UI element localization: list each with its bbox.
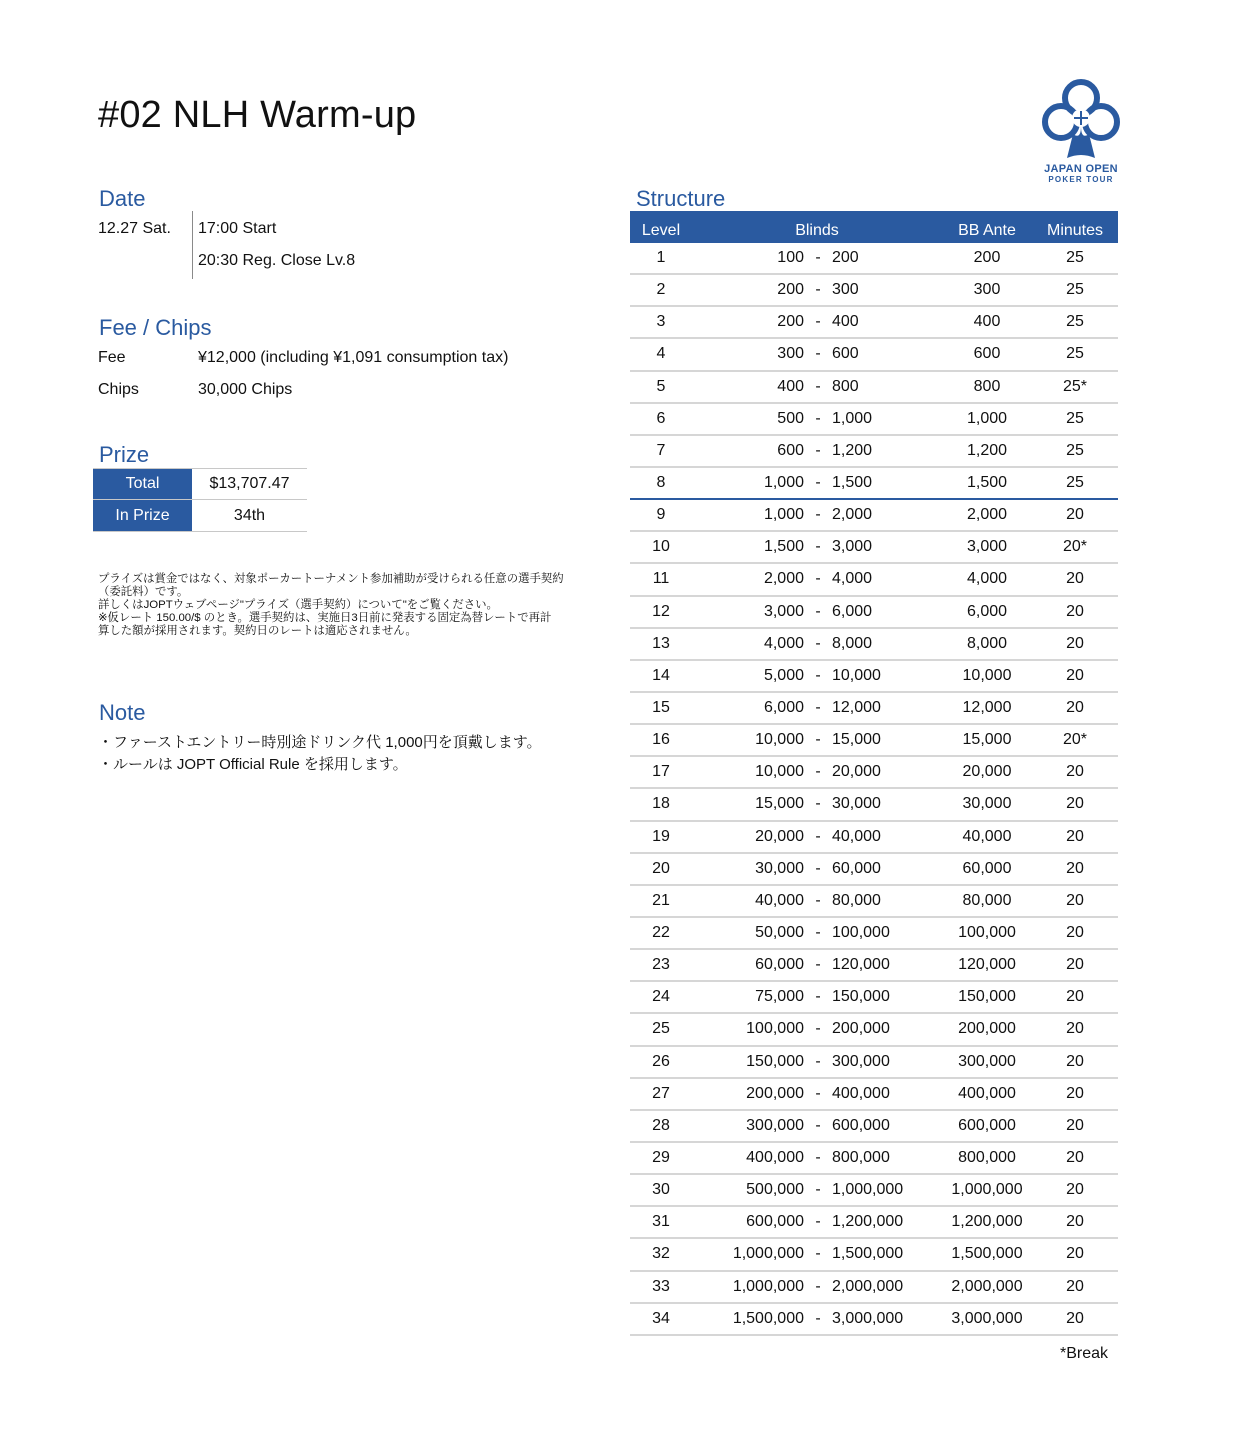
- minutes-cell: 25*: [1062, 377, 1088, 395]
- ante-cell: 20,000: [962, 763, 1012, 781]
- blind-separator: -: [815, 602, 821, 620]
- note-list: [98, 732, 542, 776]
- date-divider: [192, 211, 193, 279]
- small-blind-cell: 2,000: [763, 570, 804, 588]
- table-row: [630, 1272, 1118, 1304]
- level-cell: 22: [652, 924, 670, 942]
- prize-total-row: [93, 468, 307, 500]
- minutes-cell: 20: [1066, 1084, 1084, 1102]
- level-cell: 6: [656, 409, 666, 427]
- minutes-cell: 20: [1066, 1052, 1084, 1070]
- blind-separator: -: [815, 924, 821, 942]
- minutes-cell: 20: [1066, 1149, 1084, 1166]
- blind-separator: -: [815, 1309, 821, 1327]
- chips-value: 30,000 Chips: [198, 381, 293, 398]
- small-blind-cell: 10,000: [755, 763, 804, 781]
- blind-separator: -: [815, 1116, 821, 1134]
- ante-cell: 80,000: [962, 891, 1012, 909]
- disclaimer-line: （委託料）です。: [98, 586, 189, 598]
- table-row: [630, 307, 1118, 339]
- blind-separator: -: [815, 1052, 821, 1070]
- minutes-cell: 20: [1066, 1181, 1084, 1199]
- small-blind-cell: 600: [777, 441, 804, 459]
- big-blind-cell: 1,000: [832, 409, 873, 427]
- minutes-cell: 20: [1066, 1277, 1084, 1295]
- prize-heading: Prize: [99, 442, 150, 467]
- ante-cell: 120,000: [958, 956, 1016, 974]
- level-cell: 19: [652, 827, 670, 845]
- minutes-cell: 20: [1066, 795, 1084, 813]
- blind-separator: -: [815, 956, 821, 974]
- level-cell: 31: [652, 1213, 670, 1231]
- minutes-cell: 20: [1066, 1020, 1084, 1038]
- blind-separator: -: [815, 763, 821, 781]
- blind-separator: -: [815, 249, 821, 267]
- ante-cell: 600: [973, 345, 1001, 363]
- ante-cell: 400: [973, 313, 1001, 331]
- table-row: [630, 1111, 1118, 1143]
- blind-separator: -: [815, 859, 821, 877]
- level-cell: 10: [652, 538, 670, 556]
- ante-cell: 300: [973, 281, 1001, 299]
- blind-separator: -: [815, 570, 821, 588]
- small-blind-cell: 6,000: [763, 699, 804, 717]
- minutes-cell: 20: [1066, 570, 1084, 588]
- ante-cell: 1,000: [966, 409, 1008, 427]
- table-row: [630, 339, 1118, 371]
- table-row: [630, 918, 1118, 950]
- small-blind-cell: 500: [777, 409, 804, 427]
- blind-separator: -: [815, 1020, 821, 1038]
- table-row: [630, 532, 1118, 564]
- blind-separator: -: [815, 795, 821, 813]
- prize-total-label: Total: [93, 469, 192, 499]
- big-blind-cell: 200,000: [832, 1020, 890, 1038]
- ante-cell: 40,000: [962, 827, 1012, 845]
- big-blind-cell: 1,000,000: [832, 1181, 904, 1199]
- structure-table: [630, 211, 1118, 1336]
- blind-separator: -: [815, 506, 821, 524]
- big-blind-cell: 40,000: [832, 827, 881, 845]
- small-blind-cell: 200: [777, 281, 804, 299]
- big-blind-cell: 2,000,000: [832, 1277, 904, 1295]
- prize-disclaimer: [98, 573, 598, 638]
- table-row: [630, 693, 1118, 725]
- big-blind-cell: 1,500: [832, 474, 873, 492]
- table-row: [630, 500, 1118, 532]
- small-blind-cell: 75,000: [755, 988, 804, 1006]
- ante-cell: 15,000: [962, 731, 1012, 749]
- chips-label: Chips: [98, 381, 139, 398]
- blind-separator: -: [815, 1245, 821, 1263]
- ante-cell: 3,000: [966, 538, 1008, 556]
- blind-separator: -: [815, 409, 821, 427]
- blind-separator: -: [815, 891, 821, 909]
- prize-inprize-label: In Prize: [93, 500, 192, 531]
- blind-separator: -: [815, 1277, 821, 1295]
- level-cell: 23: [652, 956, 670, 974]
- small-blind-cell: 300,000: [746, 1116, 804, 1134]
- minutes-cell: 25: [1066, 313, 1084, 331]
- big-blind-cell: 100,000: [832, 924, 890, 942]
- level-cell: 27: [652, 1084, 670, 1102]
- small-blind-cell: 1,500,000: [732, 1309, 804, 1327]
- minutes-cell: 20: [1066, 1245, 1084, 1263]
- table-row: [630, 982, 1118, 1014]
- small-blind-cell: 60,000: [755, 956, 804, 974]
- page-title: #02 NLH Warm-up: [98, 94, 417, 136]
- level-cell: 32: [652, 1245, 670, 1263]
- minutes-cell: 20: [1066, 634, 1084, 652]
- ante-cell: 800,000: [958, 1149, 1016, 1166]
- ante-cell: 150,000: [958, 988, 1016, 1006]
- table-row: [630, 886, 1118, 918]
- blind-separator: -: [815, 281, 821, 299]
- table-row: [630, 725, 1118, 757]
- level-cell: 34: [652, 1309, 670, 1327]
- level-cell: 21: [652, 891, 670, 909]
- level-cell: 7: [656, 441, 666, 459]
- blind-separator: -: [815, 666, 821, 684]
- big-blind-cell: 300: [832, 281, 859, 299]
- ante-cell: 200: [973, 249, 1001, 267]
- small-blind-cell: 300: [777, 345, 804, 363]
- table-row: [630, 468, 1118, 500]
- minutes-cell: 20: [1066, 924, 1084, 942]
- small-blind-cell: 400: [777, 377, 804, 395]
- ante-cell: 300,000: [958, 1052, 1016, 1070]
- big-blind-cell: 12,000: [832, 699, 881, 717]
- ante-cell: 1,200: [966, 441, 1008, 459]
- minutes-cell: 20*: [1062, 731, 1088, 749]
- big-blind-cell: 60,000: [832, 859, 881, 877]
- ante-cell: 4,000: [966, 570, 1008, 588]
- big-blind-cell: 600,000: [832, 1116, 890, 1134]
- level-cell: 2: [656, 281, 666, 299]
- ante-cell: 100,000: [958, 924, 1016, 942]
- prize-inprize-row: [93, 500, 307, 532]
- note-heading: Note: [99, 700, 146, 725]
- col-blinds-header: Blinds: [795, 222, 839, 239]
- minutes-cell: 25: [1066, 441, 1084, 459]
- level-cell: 16: [652, 731, 670, 749]
- table-row: [630, 243, 1118, 275]
- small-blind-cell: 30,000: [755, 859, 804, 877]
- small-blind-cell: 40,000: [755, 891, 804, 909]
- big-blind-cell: 20,000: [832, 763, 881, 781]
- blind-separator: -: [815, 538, 821, 556]
- table-row: [630, 275, 1118, 307]
- level-cell: 3: [656, 313, 666, 331]
- small-blind-cell: 1,000,000: [732, 1245, 804, 1263]
- table-row: [630, 1014, 1118, 1046]
- table-row: [630, 1239, 1118, 1271]
- table-row: [630, 1207, 1118, 1239]
- fee-label: Fee: [98, 349, 126, 366]
- ante-cell: 400,000: [958, 1084, 1016, 1102]
- table-row: [630, 372, 1118, 404]
- minutes-cell: 20: [1066, 956, 1084, 974]
- level-cell: 1: [656, 249, 666, 267]
- blind-separator: -: [815, 1149, 821, 1166]
- minutes-cell: 20: [1066, 1213, 1084, 1231]
- level-cell: 25: [652, 1020, 670, 1038]
- small-blind-cell: 200: [777, 313, 804, 331]
- minutes-cell: 20: [1066, 891, 1084, 909]
- ante-cell: 600,000: [958, 1116, 1016, 1134]
- minutes-cell: 20: [1066, 506, 1084, 524]
- prize-table: [93, 468, 307, 532]
- blind-separator: -: [815, 1181, 821, 1199]
- date-reg-close: 20:30 Reg. Close Lv.8: [198, 252, 356, 269]
- table-row: [630, 404, 1118, 436]
- note-line: ・ルールは JOPT Official Rule を採用します。: [98, 756, 408, 773]
- col-ante-header: BB Ante: [958, 222, 1016, 239]
- club-logo-icon: [1039, 78, 1123, 164]
- minutes-cell: 25: [1066, 409, 1084, 427]
- fee-chips-heading: Fee / Chips: [99, 315, 212, 340]
- minutes-cell: 20: [1066, 699, 1084, 717]
- level-cell: 30: [652, 1181, 670, 1199]
- prize-inprize-value: 34th: [233, 506, 266, 524]
- blind-separator: -: [815, 313, 821, 331]
- ante-cell: 12,000: [962, 699, 1012, 717]
- table-row: [630, 661, 1118, 693]
- level-cell: 33: [652, 1277, 670, 1295]
- big-blind-cell: 10,000: [832, 666, 881, 684]
- minutes-cell: 20*: [1062, 538, 1088, 556]
- break-footnote: *Break: [1060, 1345, 1109, 1362]
- level-cell: 14: [652, 666, 670, 684]
- disclaimer-line: 詳しくはJOPTウェブページ"プライズ（選手契約）について"をご覧ください。: [98, 599, 498, 611]
- small-blind-cell: 200,000: [746, 1084, 804, 1102]
- small-blind-cell: 500,000: [746, 1181, 804, 1199]
- level-cell: 5: [656, 377, 666, 395]
- ante-cell: 1,000,000: [951, 1181, 1023, 1199]
- big-blind-cell: 800,000: [832, 1149, 890, 1166]
- table-row: [630, 822, 1118, 854]
- table-row: [630, 1304, 1118, 1336]
- small-blind-cell: 100,000: [746, 1020, 804, 1038]
- table-row: [630, 436, 1118, 468]
- minutes-cell: 20: [1066, 666, 1084, 684]
- date-heading: Date: [99, 186, 146, 211]
- blind-separator: -: [815, 1084, 821, 1102]
- small-blind-cell: 5,000: [763, 666, 804, 684]
- blind-separator: -: [815, 1213, 821, 1231]
- ante-cell: 2,000: [966, 506, 1008, 524]
- level-cell: 18: [652, 795, 670, 813]
- big-blind-cell: 800: [832, 377, 859, 395]
- structure-rows: [630, 243, 1118, 1336]
- small-blind-cell: 150,000: [746, 1052, 804, 1070]
- table-row: [630, 564, 1118, 596]
- minutes-cell: 20: [1066, 827, 1084, 845]
- blind-separator: -: [815, 474, 821, 492]
- disclaimer-line: ※仮レート 150.00/$ のとき。選手契約は、実施日3日前に発表する固定為替レートで再計: [98, 612, 552, 624]
- small-blind-cell: 400,000: [746, 1149, 804, 1166]
- big-blind-cell: 6,000: [832, 602, 873, 620]
- blind-separator: -: [815, 441, 821, 459]
- ante-cell: 30,000: [962, 795, 1012, 813]
- logo-text-line1: JAPAN OPEN: [1044, 163, 1118, 175]
- level-cell: 28: [652, 1116, 670, 1134]
- date-start: 17:00 Start: [198, 220, 277, 237]
- ante-cell: 10,000: [962, 666, 1012, 684]
- jopt-logo: [1036, 78, 1126, 186]
- table-row: [630, 757, 1118, 789]
- note-line: ・ファーストエントリー時別途ドリンク代 1,000円を頂戴します。: [98, 734, 542, 751]
- ante-cell: 200,000: [958, 1020, 1016, 1038]
- small-blind-cell: 20,000: [755, 827, 804, 845]
- big-blind-cell: 200: [832, 249, 859, 267]
- structure-header-row: [630, 211, 1118, 243]
- minutes-cell: 25: [1066, 474, 1084, 492]
- small-blind-cell: 50,000: [755, 924, 804, 942]
- big-blind-cell: 300,000: [832, 1052, 890, 1070]
- col-minutes-header: Minutes: [1046, 222, 1104, 239]
- minutes-cell: 20: [1066, 1309, 1084, 1327]
- big-blind-cell: 4,000: [832, 570, 873, 588]
- table-row: [630, 1079, 1118, 1111]
- table-row: [630, 950, 1118, 982]
- ante-cell: 1,500,000: [951, 1245, 1023, 1263]
- big-blind-cell: 150,000: [832, 988, 890, 1006]
- big-blind-cell: 120,000: [832, 956, 890, 974]
- level-cell: 29: [652, 1149, 670, 1166]
- big-blind-cell: 1,200: [832, 441, 873, 459]
- level-cell: 8: [656, 474, 666, 492]
- level-cell: 24: [652, 988, 670, 1006]
- level-cell: 20: [652, 859, 670, 877]
- blind-separator: -: [815, 634, 821, 652]
- minutes-cell: 20: [1066, 988, 1084, 1006]
- big-blind-cell: 600: [832, 345, 859, 363]
- minutes-cell: 25: [1066, 249, 1084, 267]
- ante-cell: 1,200,000: [951, 1213, 1023, 1231]
- table-row: [630, 854, 1118, 886]
- level-cell: 11: [652, 570, 670, 588]
- blind-separator: -: [815, 699, 821, 717]
- level-cell: 9: [656, 506, 666, 524]
- level-cell: 12: [652, 602, 670, 620]
- blind-separator: -: [815, 345, 821, 363]
- level-cell: 13: [652, 634, 670, 652]
- big-blind-cell: 400: [832, 313, 859, 331]
- ante-cell: 8,000: [966, 634, 1008, 652]
- small-blind-cell: 3,000: [763, 602, 804, 620]
- big-blind-cell: 3,000: [832, 538, 873, 556]
- big-blind-cell: 30,000: [832, 795, 881, 813]
- ante-cell: 800: [973, 377, 1001, 395]
- table-row: [630, 1047, 1118, 1079]
- big-blind-cell: 2,000: [832, 506, 873, 524]
- minutes-cell: 25: [1066, 281, 1084, 299]
- small-blind-cell: 10,000: [755, 731, 804, 749]
- blind-separator: -: [815, 827, 821, 845]
- small-blind-cell: 1,000: [763, 506, 804, 524]
- big-blind-cell: 80,000: [832, 891, 881, 909]
- logo-text-line2: POKER TOUR: [1048, 175, 1114, 184]
- col-level-header: Level: [641, 222, 681, 239]
- blind-separator: -: [815, 377, 821, 395]
- level-cell: 26: [652, 1052, 670, 1070]
- small-blind-cell: 4,000: [763, 634, 804, 652]
- table-row: [630, 1175, 1118, 1207]
- minutes-cell: 20: [1066, 1116, 1084, 1134]
- ante-cell: 6,000: [966, 602, 1008, 620]
- ante-cell: 2,000,000: [951, 1277, 1023, 1295]
- big-blind-cell: 8,000: [832, 634, 873, 652]
- minutes-cell: 20: [1066, 859, 1084, 877]
- small-blind-cell: 1,000,000: [732, 1277, 804, 1295]
- structure-heading: Structure: [636, 186, 726, 211]
- minutes-cell: 25: [1066, 345, 1084, 363]
- level-cell: 17: [652, 763, 670, 781]
- big-blind-cell: 400,000: [832, 1084, 890, 1102]
- level-cell: 4: [656, 345, 666, 363]
- big-blind-cell: 15,000: [832, 731, 881, 749]
- big-blind-cell: 1,200,000: [832, 1213, 904, 1231]
- disclaimer-line: 算した額が採用されます。契約日のレートは適応されません。: [98, 625, 417, 637]
- small-blind-cell: 100: [777, 249, 804, 267]
- big-blind-cell: 1,500,000: [832, 1245, 904, 1263]
- ante-cell: 1,500: [966, 474, 1008, 492]
- fee-value: ¥12,000 (including ¥1,091 consumption tax): [198, 349, 509, 366]
- ante-cell: 60,000: [962, 859, 1012, 877]
- small-blind-cell: 1,500: [763, 538, 804, 556]
- level-cell: 15: [652, 699, 670, 717]
- small-blind-cell: 15,000: [755, 795, 804, 813]
- table-row: [630, 789, 1118, 821]
- table-row: [630, 629, 1118, 661]
- blind-separator: -: [815, 988, 821, 1006]
- disclaimer-line: プライズは賞金ではなく、対象ポーカートーナメント参加補助が受けられる任意の選手契約: [98, 573, 564, 585]
- table-row: [630, 597, 1118, 629]
- prize-total-value: $13,707.47: [209, 475, 290, 492]
- minutes-cell: 20: [1066, 763, 1084, 781]
- big-blind-cell: 3,000,000: [832, 1309, 904, 1327]
- small-blind-cell: 1,000: [763, 474, 804, 492]
- minutes-cell: 20: [1066, 602, 1084, 620]
- blind-separator: -: [815, 731, 821, 749]
- date-day: 12.27 Sat.: [98, 220, 171, 237]
- small-blind-cell: 600,000: [746, 1213, 804, 1231]
- ante-cell: 3,000,000: [951, 1309, 1023, 1327]
- table-row: [630, 1143, 1118, 1175]
